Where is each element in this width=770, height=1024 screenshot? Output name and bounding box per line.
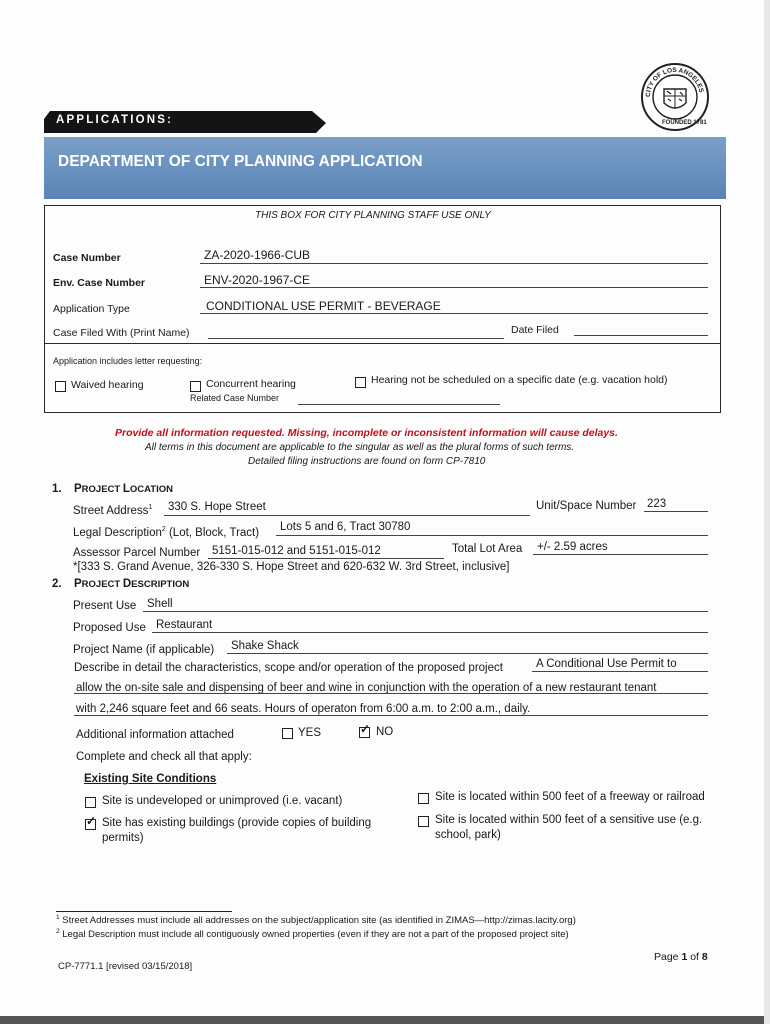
unit-number-line	[644, 511, 708, 512]
project-name-value[interactable]: Shake Shack	[231, 640, 299, 652]
apn-label: Assessor Parcel Number	[73, 547, 201, 559]
street-address-line	[164, 515, 530, 516]
section-1-title: PROJECT LOCATION	[74, 483, 173, 495]
existing-buildings-label-2: permits)	[102, 832, 144, 844]
staff-box-heading: THIS BOX FOR CITY PLANNING STAFF USE ONLY	[255, 210, 491, 221]
yes-checkbox[interactable]	[282, 728, 293, 739]
form-id: CP-7771.1 [revised 03/15/2018]	[58, 961, 193, 972]
concurrent-hearing-checkbox[interactable]	[190, 381, 201, 392]
freeway-checkbox[interactable]	[418, 793, 429, 804]
present-use-label: Present Use	[73, 600, 137, 612]
not-scheduled-checkbox[interactable]	[355, 377, 366, 388]
existing-site-heading: Existing Site Conditions	[84, 773, 217, 785]
letter-request-label: Application includes letter requesting:	[53, 356, 203, 366]
filed-with-line[interactable]	[208, 338, 504, 339]
lot-area-value[interactable]: +/- 2.59 acres	[537, 541, 608, 553]
waived-hearing-label: Waived hearing	[71, 379, 144, 391]
application-type-line	[200, 313, 708, 314]
describe-value-2[interactable]: allow the on-site sale and dispensing of beer and wine in conjunction with the operation of a new restaurant tenant	[76, 682, 657, 694]
describe-value-3[interactable]: with 2,246 square feet and 66 seats. Hours of operaton from 6:00 a.m. to 2:00 a.m., daily.	[76, 703, 531, 715]
complete-check-label: Complete and check all that apply:	[76, 751, 252, 763]
additional-info-label: Additional information attached	[76, 729, 234, 741]
project-name-line	[227, 653, 708, 654]
proposed-use-label: Proposed Use	[73, 622, 146, 634]
existing-buildings-label: Site has existing buildings (provide copies of building	[102, 817, 372, 829]
footnote-rule	[56, 911, 232, 912]
describe-line-3	[74, 715, 708, 716]
env-case-line	[200, 287, 708, 288]
present-use-line	[143, 611, 708, 612]
waived-hearing-checkbox[interactable]	[55, 381, 66, 392]
related-case-line[interactable]	[298, 404, 500, 405]
address-note: *[333 S. Grand Avenue, 326-330 S. Hope Street and 620-632 W. 3rd Street, inclusive]	[73, 561, 510, 573]
legal-description-line	[276, 535, 708, 536]
env-case-label: Env. Case Number	[53, 277, 146, 289]
freeway-label: Site is located within 500 feet of a freeway or railroad	[435, 791, 705, 803]
unit-number-value[interactable]: 223	[647, 498, 667, 510]
street-address-label: Street Address$^1$	[73, 504, 153, 517]
footnote-2: $^2$ Legal Description must include all contiguously owned properties (even if they are not a part of the proposed project site)	[56, 928, 569, 941]
yes-label: YES	[298, 727, 322, 739]
terms-notice: All terms in this document are applicable to the singular as well as the plural forms of such terms.	[145, 442, 575, 453]
describe-value-1[interactable]: A Conditional Use Permit to	[536, 658, 677, 670]
date-filed-line[interactable]	[574, 335, 708, 336]
apn-value[interactable]: 5151-015-012 and 5151-015-012	[212, 545, 381, 557]
street-address-value[interactable]: 330 S. Hope Street	[168, 501, 266, 513]
sensitive-use-checkbox[interactable]	[418, 816, 429, 827]
case-number-value[interactable]: ZA-2020-1966-CUB	[204, 248, 311, 262]
page-title: DEPARTMENT OF CITY PLANNING APPLICATION	[58, 153, 423, 170]
svg-text:CITY OF LOS ANGELES: CITY OF LOS ANGELES	[644, 66, 705, 98]
application-type-value[interactable]: CONDITIONAL USE PERMIT - BEVERAGE	[206, 299, 441, 313]
env-case-value[interactable]: ENV-2020-1967-CE	[204, 273, 311, 287]
describe-line-1	[532, 671, 708, 672]
date-filed-label: Date Filed	[511, 324, 559, 336]
page-number: Page 1 of 8	[654, 951, 708, 963]
application-type-label: Application Type	[53, 303, 130, 315]
not-scheduled-label: Hearing not be scheduled on a specific date (e.g. vacation hold)	[371, 374, 668, 386]
case-number-line	[200, 263, 708, 264]
present-use-value[interactable]: Shell	[147, 598, 173, 610]
existing-buildings-checkbox[interactable]	[85, 819, 96, 830]
footnote-1: $^1$ Street Addresses must include all addresses on the subject/application site (as identified in ZIMAS—http://zimas.lacity.org)	[56, 914, 576, 927]
related-case-label: Related Case Number	[190, 393, 280, 403]
legal-description-value[interactable]: Lots 5 and 6, Tract 30780	[280, 521, 411, 533]
case-number-label: Case Number	[53, 252, 121, 264]
proposed-use-value[interactable]: Restaurant	[156, 619, 213, 631]
staff-box-divider	[44, 343, 721, 344]
section-1-number: 1.	[52, 483, 62, 495]
sensitive-use-label-2: school, park)	[435, 829, 501, 841]
svg-text:FOUNDED 1781: FOUNDED 1781	[662, 120, 707, 126]
instructions-notice: Detailed filing instructions are found on form CP-7810	[248, 456, 486, 467]
project-name-label: Project Name (if applicable)	[73, 644, 215, 656]
filed-with-label: Case Filed With (Print Name)	[53, 327, 190, 339]
lot-area-label: Total Lot Area	[452, 543, 523, 555]
sensitive-use-label: Site is located within 500 feet of a sensitive use (e.g.	[435, 814, 703, 826]
proposed-use-line	[152, 632, 708, 633]
applications-tab-label: APPLICATIONS:	[56, 114, 174, 126]
apn-line	[208, 558, 444, 559]
no-label: NO	[376, 726, 394, 738]
unit-number-label: Unit/Space Number	[536, 500, 637, 512]
describe-line-2	[74, 693, 708, 694]
section-2-title: PROJECT DESCRIPTION	[74, 578, 190, 590]
scan-right-edge	[764, 0, 770, 1024]
required-info-notice: Provide all information requested. Missing, incomplete or inconsistent information will cause delays.	[115, 427, 618, 439]
legal-description-label: Legal Description$^2$ (Lot, Block, Tract)	[73, 526, 260, 539]
concurrent-hearing-label: Concurrent hearing	[206, 378, 296, 390]
no-checkbox[interactable]	[359, 727, 370, 738]
scan-bottom-edge	[0, 1016, 770, 1024]
undeveloped-checkbox[interactable]	[85, 797, 96, 808]
lot-area-line	[533, 554, 708, 555]
section-2-number: 2.	[52, 578, 62, 590]
describe-label: Describe in detail the characteristics, scope and/or operation of the proposed project	[74, 662, 503, 674]
undeveloped-label: Site is undeveloped or unimproved (i.e. vacant)	[102, 795, 343, 807]
city-seal-logo	[640, 62, 710, 132]
